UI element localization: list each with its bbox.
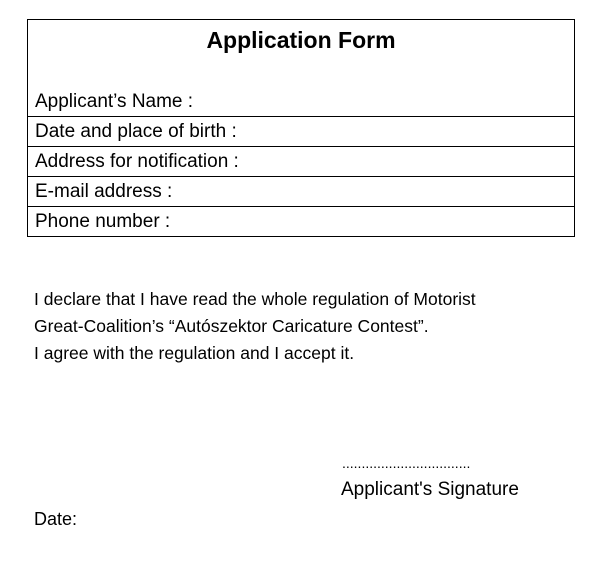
field-date-place-of-birth <box>28 116 574 146</box>
signature-label: Applicant's Signature <box>341 479 519 500</box>
field-email-address <box>28 176 574 206</box>
declaration-line: I declare that I have read the whole regulation of Motorist <box>34 289 476 309</box>
signature-line: ................................. <box>342 455 471 471</box>
form-title: Application Form <box>206 27 396 53</box>
field-address-for-notification <box>28 146 574 176</box>
field-phone-number <box>28 206 574 236</box>
date-label: Date: <box>34 509 78 529</box>
field-label: Applicant’s Name : <box>35 91 194 112</box>
field-label: Phone number : <box>35 211 171 232</box>
field-label: E-mail address : <box>35 181 173 202</box>
field-label: Address for notification : <box>35 151 239 172</box>
field-applicant-name <box>28 87 574 117</box>
application-form-box <box>27 19 575 237</box>
declaration-line: Great-Coalition’s “Autószektor Caricature Contest”. <box>34 316 429 336</box>
declaration-text <box>34 286 584 367</box>
declaration-line: I agree with the regulation and I accept it. <box>34 343 355 363</box>
field-label: Date and place of birth : <box>35 121 237 142</box>
